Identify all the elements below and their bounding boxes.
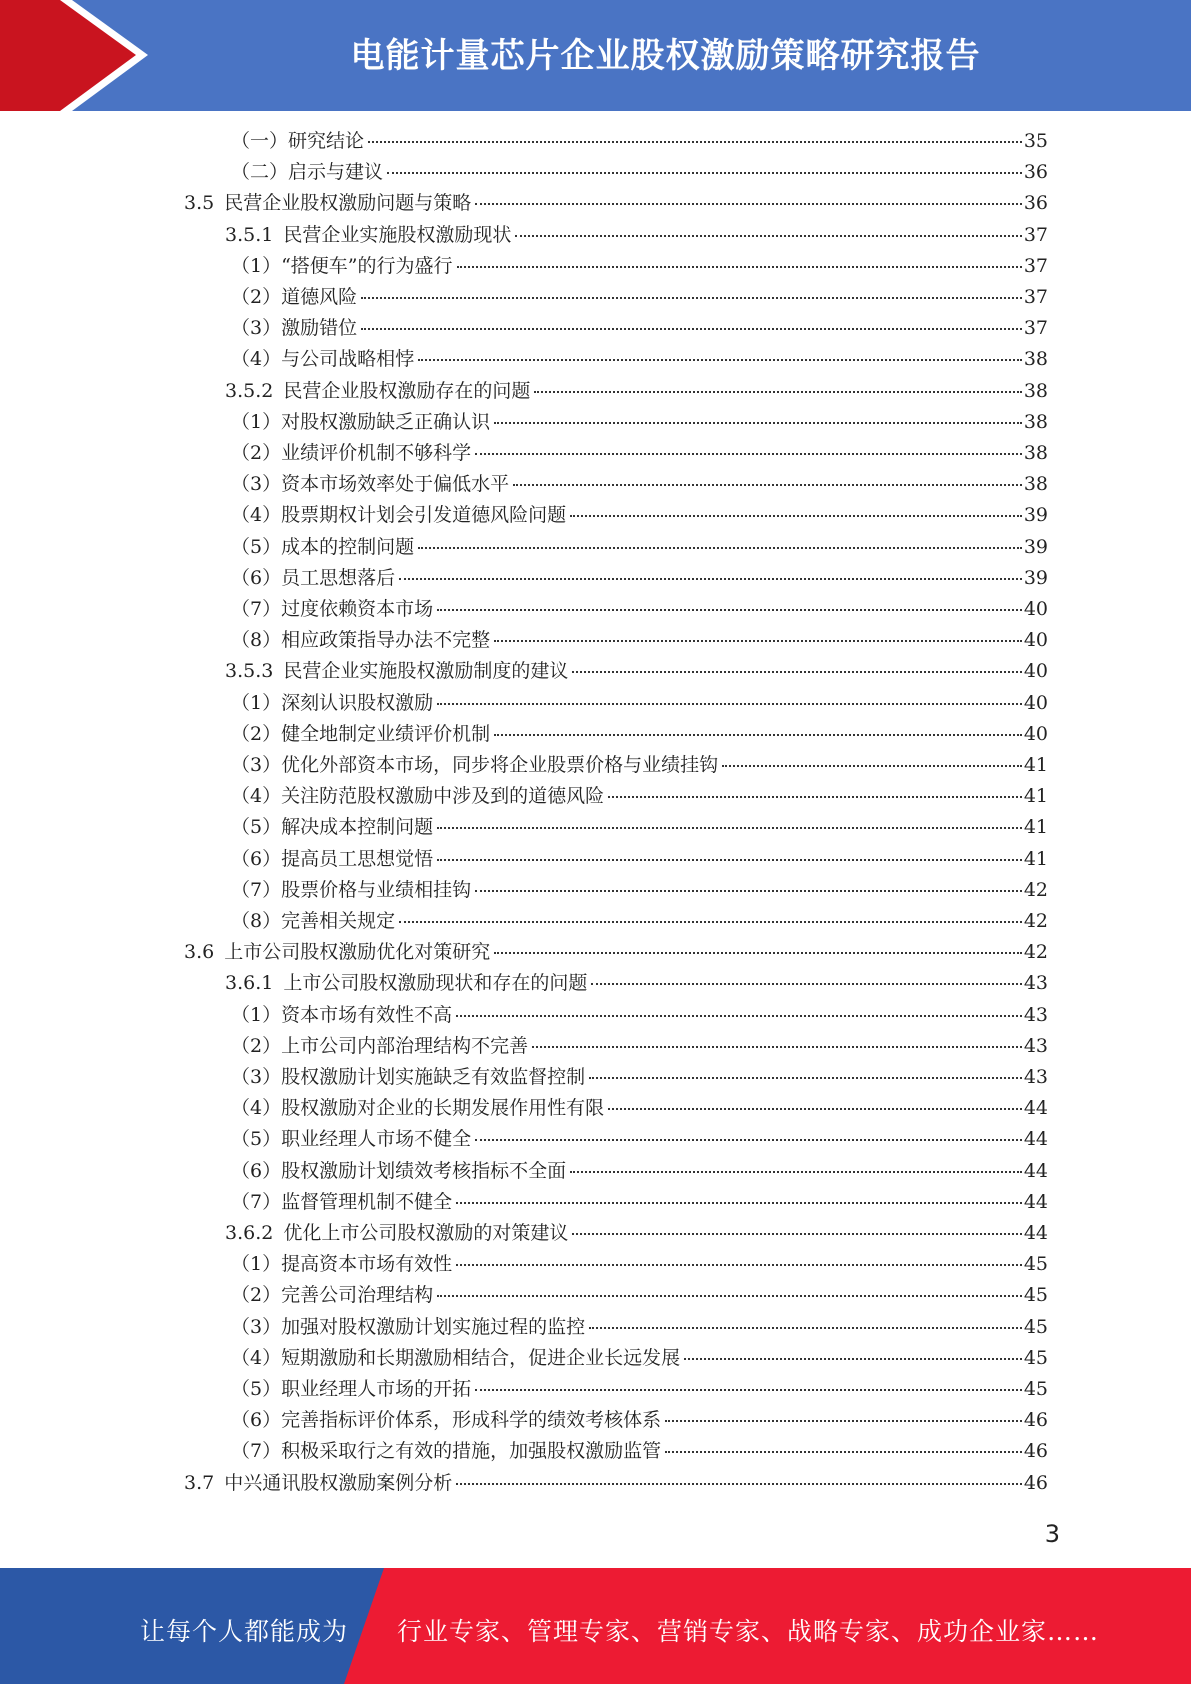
toc-entry: [231, 844, 1048, 875]
toc-entry-page: 45: [1023, 1347, 1048, 1369]
toc-entry: [231, 688, 1048, 719]
toc-dot-leader: [515, 235, 1021, 237]
toc-entry: [231, 407, 1048, 438]
toc-entry-title: （2）道德风险: [231, 286, 358, 308]
toc-entry: [231, 1280, 1048, 1311]
toc-entry-title: （4）短期激励和长期激励相结合，促进企业长远发展: [231, 1347, 681, 1369]
toc-entry-page: 40: [1023, 598, 1048, 620]
toc-entry-title: （一）研究结论: [231, 130, 365, 152]
toc-entry-title: （6）员工思想落后: [231, 567, 396, 589]
toc-dot-leader: [361, 328, 1022, 330]
toc-entry: [225, 376, 1048, 407]
toc-entry: [184, 188, 1048, 219]
toc-entry-page: 45: [1023, 1316, 1048, 1338]
footer-slogan-left: 让每个人都能成为: [140, 1617, 349, 1646]
toc-entry: [231, 313, 1048, 344]
toc-entry-title: （3）激励错位: [231, 317, 358, 339]
toc-entry-page: 44: [1023, 1128, 1048, 1150]
toc-dot-leader: [456, 1202, 1022, 1204]
toc-dot-leader: [368, 141, 1022, 143]
toc-dot-leader: [513, 484, 1022, 486]
toc-entry-page: 46: [1023, 1472, 1048, 1494]
toc-dot-leader: [456, 1264, 1022, 1266]
toc-entry: [231, 1093, 1048, 1124]
toc-entry: [231, 1062, 1048, 1093]
toc-entry-title: （6）股权激励计划绩效考核指标不全面: [231, 1160, 567, 1182]
toc-entry-title: （5）职业经理人市场不健全: [231, 1128, 472, 1150]
toc-entry: [231, 532, 1048, 563]
toc-entry-page: 45: [1023, 1378, 1048, 1400]
toc-entry-title: （3）优化外部资本市场，同步将企业股票价格与业绩挂钩: [231, 754, 719, 776]
toc-dot-leader: [494, 640, 1022, 642]
toc-entry-page: 40: [1023, 723, 1048, 745]
toc-dot-leader: [456, 1483, 1022, 1485]
toc-entry: [231, 625, 1048, 656]
toc-entry: [231, 1000, 1048, 1031]
toc-entry-page: 39: [1023, 504, 1048, 526]
toc-entry-title: 民营企业股权激励问题与策略: [224, 192, 472, 214]
toc-entry-title: （1）“搭便车”的行为盛行: [231, 255, 453, 277]
toc-entry-page: 45: [1023, 1253, 1048, 1275]
toc-entry-page: 38: [1023, 411, 1048, 433]
toc-entry-title: （3）加强对股权激励计划实施过程的监控: [231, 1316, 586, 1338]
toc-entry-title: （8）相应政策指导办法不完整: [231, 629, 491, 651]
toc-dot-leader: [399, 921, 1022, 923]
toc-entry-title: （7）积极采取行之有效的措施，加强股权激励监管: [231, 1440, 662, 1462]
toc-entry-page: 38: [1023, 473, 1048, 495]
toc-entry: [231, 500, 1048, 531]
toc-entry-page: 40: [1023, 660, 1048, 682]
toc-entry-page: 36: [1023, 192, 1048, 214]
toc-entry-page: 36: [1023, 161, 1048, 183]
toc-entry-page: 38: [1023, 348, 1048, 370]
toc-entry-title: （二）启示与建议: [231, 161, 384, 183]
toc-entry: [231, 1343, 1048, 1374]
toc-entry-title: （3）股权激励计划实施缺乏有效监督控制: [231, 1066, 586, 1088]
toc-entry: [231, 438, 1048, 469]
toc-entry-title: （5）解决成本控制问题: [231, 816, 434, 838]
toc-dot-leader: [534, 391, 1021, 393]
toc-entry: [225, 968, 1048, 999]
toc-entry-title: （5）职业经理人市场的开拓: [231, 1378, 472, 1400]
toc-entry-page: 42: [1023, 879, 1048, 901]
toc-entry: [231, 1249, 1048, 1280]
toc-entry-page: 46: [1023, 1440, 1048, 1462]
toc-entry: [231, 1436, 1048, 1467]
toc-entry: [231, 1187, 1048, 1218]
toc-entry-title: （1）资本市场有效性不高: [231, 1004, 453, 1026]
toc-entry-page: 40: [1023, 629, 1048, 651]
toc-entry: [231, 781, 1048, 812]
toc-entry-title: （2）业绩评价机制不够科学: [231, 442, 472, 464]
toc-entry-page: 40: [1023, 692, 1048, 714]
toc-entry: [225, 656, 1048, 687]
toc-entry-number: 3.5.2: [225, 380, 274, 402]
toc-entry: [231, 157, 1048, 188]
toc-entry: [225, 1218, 1048, 1249]
page-number: 3: [1044, 1520, 1060, 1548]
toc-dot-leader: [572, 671, 1021, 673]
toc-dot-leader: [437, 827, 1022, 829]
toc-entry-page: 38: [1023, 380, 1048, 402]
toc-entry-page: 44: [1023, 1160, 1048, 1182]
toc-entry-page: 43: [1023, 1066, 1048, 1088]
toc-dot-leader: [475, 890, 1022, 892]
toc-entry-page: 35: [1023, 130, 1048, 152]
toc-entry-page: 41: [1023, 754, 1048, 776]
toc-entry: [231, 875, 1048, 906]
toc-entry: [231, 1156, 1048, 1187]
toc-dot-leader: [722, 765, 1022, 767]
toc-entry-title: （8）完善相关规定: [231, 910, 396, 932]
toc-entry-title: 民营企业股权激励存在的问题: [283, 380, 531, 402]
toc-dot-leader: [608, 1108, 1022, 1110]
toc-dot-leader: [665, 1420, 1022, 1422]
toc-entry-title: （6）完善指标评价体系，形成科学的绩效考核体系: [231, 1409, 662, 1431]
toc-entry-page: 38: [1023, 442, 1048, 464]
toc-entry-title: （5）成本的控制问题: [231, 536, 415, 558]
document-title: 电能计量芯片企业股权激励策略研究报告: [350, 36, 981, 76]
toc-entry-title: 民营企业实施股权激励制度的建议: [283, 660, 569, 682]
toc-dot-leader: [456, 1015, 1022, 1017]
toc-entry-number: 3.5: [184, 192, 215, 214]
toc-entry-title: （3）资本市场效率处于偏低水平: [231, 473, 510, 495]
footer-slogan-right: 行业专家、管理专家、营销专家、战略专家、成功企业家……: [397, 1617, 1100, 1646]
toc-entry-title: （1）对股权激励缺乏正确认识: [231, 411, 491, 433]
toc-entry: [231, 906, 1048, 937]
toc-dot-leader: [589, 1327, 1022, 1329]
toc-dot-leader: [361, 297, 1022, 299]
toc-entry-title: （6）提高员工思想觉悟: [231, 848, 434, 870]
toc-entry-title: （7）监督管理机制不健全: [231, 1191, 453, 1213]
toc-entry-page: 46: [1023, 1409, 1048, 1431]
toc-entry: [231, 1405, 1048, 1436]
toc-entry-title: （4）关注防范股权激励中涉及到的道德风险: [231, 785, 605, 807]
toc-dot-leader: [475, 203, 1022, 205]
toc-dot-leader: [570, 515, 1022, 517]
toc-entry: [231, 719, 1048, 750]
toc-dot-leader: [665, 1451, 1022, 1453]
toc-entry-page: 37: [1023, 286, 1048, 308]
toc-entry-page: 37: [1023, 255, 1048, 277]
toc-entry-page: 37: [1023, 224, 1048, 246]
toc-entry: [231, 563, 1048, 594]
toc-entry-title: 优化上市公司股权激励的对策建议: [283, 1222, 569, 1244]
toc-entry-page: 44: [1023, 1097, 1048, 1119]
toc-entry-page: 41: [1023, 785, 1048, 807]
toc-entry-title: （7）股票价格与业绩相挂钩: [231, 879, 472, 901]
toc-entry-title: （1）深刻认识股权激励: [231, 692, 434, 714]
toc-entry-page: 45: [1023, 1284, 1048, 1306]
toc-entry-page: 39: [1023, 536, 1048, 558]
toc-entry-page: 42: [1023, 941, 1048, 963]
toc-entry-title: （4）股票期权计划会引发道德风险问题: [231, 504, 567, 526]
toc-entry: [231, 282, 1048, 313]
toc-entry-page: 43: [1023, 1004, 1048, 1026]
toc-entry-title: （2）健全地制定业绩评价机制: [231, 723, 491, 745]
toc-dot-leader: [437, 859, 1022, 861]
toc-dot-leader: [589, 1077, 1022, 1079]
toc-entry-page: 43: [1023, 972, 1048, 994]
toc-entry-title: 民营企业实施股权激励现状: [283, 224, 512, 246]
toc-entry-page: 37: [1023, 317, 1048, 339]
toc-entry: [231, 1031, 1048, 1062]
toc-dot-leader: [475, 453, 1022, 455]
toc-dot-leader: [387, 172, 1022, 174]
toc-entry-page: 41: [1023, 816, 1048, 838]
toc-dot-leader: [418, 359, 1022, 361]
toc-entry: [231, 469, 1048, 500]
toc-entry-page: 44: [1023, 1222, 1048, 1244]
toc-entry: [231, 1312, 1048, 1343]
toc-entry-number: 3.7: [184, 1472, 215, 1494]
toc-dot-leader: [532, 1046, 1022, 1048]
toc-entry-title: （7）过度依赖资本市场: [231, 598, 434, 620]
toc-entry-page: 42: [1023, 910, 1048, 932]
toc-entry: [231, 750, 1048, 781]
toc-entry-page: 39: [1023, 567, 1048, 589]
toc-dot-leader: [572, 1233, 1021, 1235]
toc-entry-page: 44: [1023, 1191, 1048, 1213]
toc-dot-leader: [608, 796, 1022, 798]
toc-entry-number: 3.6: [184, 941, 215, 963]
toc-entry: [231, 1124, 1048, 1155]
toc-entry-title: （4）股权激励对企业的长期发展作用性有限: [231, 1097, 605, 1119]
toc-dot-leader: [437, 703, 1022, 705]
toc-entry-number: 3.5.3: [225, 660, 274, 682]
page-header: [0, 0, 1191, 111]
toc-entry-title: （2）上市公司内部治理结构不完善: [231, 1035, 529, 1057]
toc-dot-leader: [475, 1389, 1022, 1391]
toc-entry: [231, 812, 1048, 843]
toc-dot-leader: [494, 422, 1022, 424]
toc-entry-number: 3.6.2: [225, 1222, 274, 1244]
toc-entry-title: 上市公司股权激励现状和存在的问题: [283, 972, 588, 994]
toc-entry: [225, 220, 1048, 251]
toc-entry-title: 中兴通讯股权激励案例分析: [224, 1472, 453, 1494]
toc-entry-title: 上市公司股权激励优化对策研究: [224, 941, 491, 963]
toc-entry-title: （4）与公司战略相悖: [231, 348, 415, 370]
page-footer: [0, 1568, 1191, 1684]
toc-entry-number: 3.5.1: [225, 224, 274, 246]
toc-dot-leader: [437, 609, 1022, 611]
toc-entry-page: 41: [1023, 848, 1048, 870]
toc-dot-leader: [684, 1358, 1022, 1360]
toc-entry: [231, 251, 1048, 282]
toc-entry: [231, 1374, 1048, 1405]
toc-dot-leader: [457, 266, 1022, 268]
toc-entry: [231, 594, 1048, 625]
toc-dot-leader: [418, 547, 1022, 549]
toc-dot-leader: [437, 1295, 1022, 1297]
toc-entry: [231, 344, 1048, 375]
toc-entry-title: （1）提高资本市场有效性: [231, 1253, 453, 1275]
toc-dot-leader: [591, 983, 1021, 985]
toc-dot-leader: [475, 1139, 1022, 1141]
toc-entry: [231, 126, 1048, 157]
toc-entry: [184, 1468, 1048, 1499]
toc-entry-title: （2）完善公司治理结构: [231, 1284, 434, 1306]
toc-entry: [184, 937, 1048, 968]
toc-entry-page: 43: [1023, 1035, 1048, 1057]
toc-dot-leader: [570, 1171, 1022, 1173]
toc-dot-leader: [399, 578, 1022, 580]
toc-dot-leader: [494, 734, 1022, 736]
toc-dot-leader: [494, 952, 1022, 954]
toc-entry-number: 3.6.1: [225, 972, 274, 994]
